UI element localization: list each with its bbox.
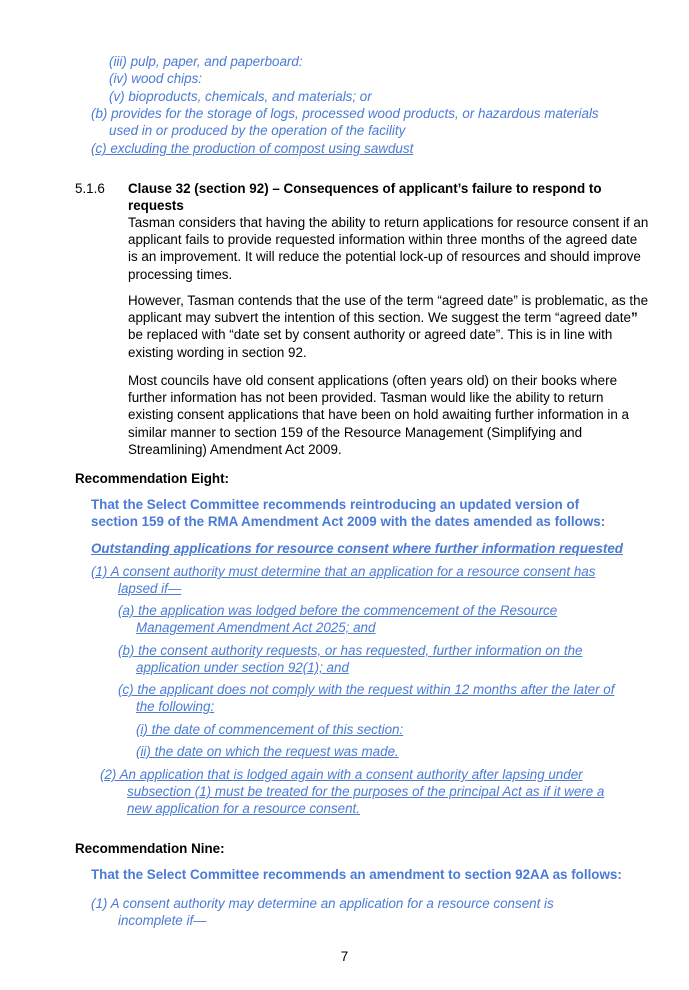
rec8-item2-line3: new application for a resource consent. (127, 801, 360, 816)
list-item-c: (c) excluding the production of compost using sawdust (91, 141, 414, 156)
para2-text-a: However, Tasman contends that the use of the term “agreed date” is problematic, as the applicant may subvert the intention of this section. We suggest the term “agreed date (128, 293, 649, 326)
list-item-b-line1: (b) provides for the storage of logs, processed wood products, or hazardous materials (91, 106, 599, 121)
rec9-intro: That the Select Committee recommends an amendment to section 92AA as follows: (91, 867, 622, 882)
rec8-item2-line2: subsection (1) must be treated for the purposes of the principal Act as if it were a (127, 784, 605, 799)
rec9-item1-line1: (1) A consent authority may determine an application for a resource consent is (91, 896, 554, 911)
section-title-line2: requests (128, 198, 184, 213)
rec8-c-line2: the following: (136, 699, 215, 714)
section-paragraph-3: Most councils have old consent applications (often years old) on their books where further information has not been provided. Tasman would like the ability to return existing consent applications that have been on hold awaiting further information in a similar manner to section 159 of the Resource Management (Simplifying and Streamlining) Amendment Act 2009. (128, 373, 629, 457)
section-paragraph-2 (128, 292, 650, 361)
rec8-b-line2: application under section 92(1); and (136, 660, 349, 675)
rec8-intro-line1: That the Select Committee recommends reintroducing an updated version of (91, 497, 580, 512)
rec8-b-line1: (b) the consent authority requests, or has requested, further information on the (118, 643, 583, 658)
section-title-line1: Clause 32 (section 92) – Consequences of applicant’s failure to respond to (128, 181, 602, 196)
list-item-v: (v) bioproducts, chemicals, and materials; or (109, 89, 372, 104)
rec8-a-line1: (a) the application was lodged before the commencement of the Resource (118, 603, 558, 618)
list-item-iii: (iii) pulp, paper, and paperboard: (109, 54, 303, 69)
rec8-intro-line2: section 159 of the RMA Amendment Act 2009 with the dates amended as follows: (91, 514, 606, 529)
rec8-c-line1: (c) the applicant does not comply with the request within 12 months after the later of (118, 682, 615, 697)
recommendation-nine-heading: Recommendation Nine: (75, 841, 225, 856)
section-number: 5.1.6 (75, 181, 105, 196)
list-item-iv: (iv) wood chips: (109, 71, 203, 86)
recommendation-eight-heading: Recommendation Eight: (75, 471, 229, 486)
para2-text-b: be replaced with “date set by consent authority or agreed date”. This is in line with existing wording in section 92. (128, 327, 613, 360)
rec8-a-line2: Management Amendment Act 2025; and (136, 620, 376, 635)
rec8-sub-ii: (ii) the date on which the request was made. (136, 744, 399, 759)
rec8-item1-line1: (1) A consent authority must determine that an application for a resource consent has (91, 564, 596, 579)
section-paragraph-1: Tasman considers that having the ability to return applications for resource consent if an applicant fails to provide requested information within three months of the agreed date is an improvement. It will reduce the potential lock-up of resources and should improve processing times. (128, 215, 649, 282)
rec8-item1-line2: lapsed if— (118, 581, 182, 596)
rec8-sub-i: (i) the date of commencement of this section: (136, 722, 404, 737)
rec9-item1-line2: incomplete if— (118, 913, 207, 928)
rec8-subheading: Outstanding applications for resource consent where further information requested (91, 541, 623, 556)
page-number: 7 (340, 949, 349, 964)
para2-bold-quote: ” (630, 310, 638, 326)
list-item-b-line2: used in or produced by the operation of the facility (109, 123, 406, 138)
rec8-item2-line1: (2) An application that is lodged again with a consent authority after lapsing under (100, 767, 583, 782)
